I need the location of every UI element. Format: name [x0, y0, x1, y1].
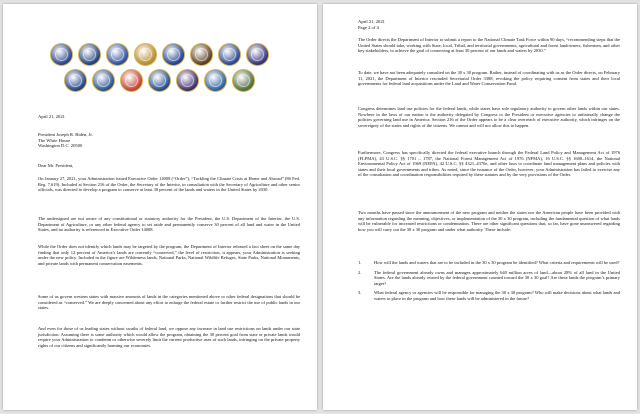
question-text: How will the lands and waters that are to be included in the 30 x 30 program be identified? What criteria and requirements will be used?: [374, 260, 620, 265]
paragraph: While the Order does not identify which lands may be targeted by the program, the Department of Interior released a fact sheet on the same day finding that only 12 percent of America’s lands are currently “conserved,” the level of restriction, it appears, your Administration is seeking under the new policy. Included in the figure are Wilderness lands, National Parks, National Wildlife Refuges, State Parks, National Monuments, and private lands with permanent conservation easements.: [38, 244, 300, 266]
seal-5: [162, 43, 185, 66]
salutation: Dear Mr. President,: [38, 163, 74, 168]
paragraph: Furthermore, Congress has specifically directed the federal executive branch through the Federal Land Policy and Management Act of 1976 (FLPMA), 43 U.S.C. §§ 1701 – 1787, the National Forest Management Act of 1976 (NFMA), 16 U.S.C. §§ 1600–1614, the National Environmental Policy Act of 1969 (NEPA), 42 U.S.C. §§ 4321–4370e, and other laws to coordinate land management plans and policies with states and their local governments and tribes. As noted, since the issuance of the Order, however, your Administration has failed to exercise any of the consultation and coordination responsibilities required by these statutes and by the very provisions of the Order.: [358, 150, 620, 177]
seal-2: [78, 43, 101, 66]
seal-9: [64, 69, 87, 92]
question-text: The federal government already owns and manages approximately 640 million acres of land—about 28% of all land in the United States. Are the lands already owned by the federal government counted toward the 30 x 30 goal? Are these lands the program’s primary target?: [374, 269, 620, 286]
paragraph: The Order directs the Department of Interior to submit a report to the National Climate Task Force within 90 days, “recommending steps that the United States should take, working with State, local, Tribal, and territorial governments, agricultural and forest landowners, fishermen, and other key stakeholders, to achieve the goal of conserving at least 30 percent of our lands and waters by 2030.”: [358, 37, 620, 53]
paragraph: Some of us govern western states with massive amounts of lands in the categories mentioned above or other federal designations that should be considered as “conserved.” We are deeply concerned about any effort to enlarge the federal estate or further restrict the use of public lands in our states.: [38, 294, 300, 310]
recipient-address: [38, 132, 93, 149]
seal-10: [92, 69, 115, 92]
address-line: President Joseph R. Biden, Jr.: [38, 132, 93, 137]
page-header: [358, 19, 385, 30]
list-item: [358, 270, 620, 287]
seal-8: [246, 43, 269, 66]
address-line: Washington D.C. 20500: [38, 143, 83, 149]
letter-date: April 21, 2021: [38, 114, 65, 119]
page-number: Page 2 of 4: [358, 24, 379, 30]
seal-row: [50, 43, 275, 66]
seal-13: [176, 69, 199, 92]
header-date: April 21, 2021: [358, 19, 385, 24]
seal-1: [50, 43, 73, 66]
state-seals: [50, 43, 275, 95]
paragraph: Congress determines land use policies for the federal lands, while states have sole regulatory authority to govern other lands within our states. Nowhere in the laws of our nation is the authority delegated by Congress to the President or executive agencies to unilaterally change the policies governing land use in America. Section 216 of the Order appears to be a clear overreach of executive authority, which infringes on the sovereignty of the states and rights of the citizens. We cannot and will not allow this to happen.: [358, 106, 620, 128]
paragraph: Two months have passed since the announcement of the new program and neither the states nor the American people have been provided with any information regarding the meaning, objectives, or implementation of the 30 x 30 program, including the fundamental question of what lands will be vulnerable for increased restrictions or condemnation. There are other significant questions that, so far, have gone unanswered regarding how you will carry out the 30 x 30 program and under what authority. These include:: [358, 210, 620, 232]
seal-3: [106, 43, 129, 66]
list-item: [358, 290, 620, 301]
seal-6: [190, 43, 213, 66]
question-number: 1.: [358, 260, 362, 265]
address-line: The White House: [38, 137, 71, 143]
seal-12: [148, 69, 171, 92]
seal-4: [134, 43, 157, 66]
letter-page-2: [323, 4, 637, 410]
seal-11: [120, 69, 143, 92]
question-text: What federal agency or agencies will be responsible for managing the 30 x 30 program? Who will make decisions about what lands and waters to place in the program and how these lands will be administered in the future?: [374, 290, 620, 301]
paragraph: And even for those of us leading states without swaths of federal land, we oppose any increase in land use restrictions on lands under our state jurisdiction. Assuming there is some authority which would allow the program, obtaining the 30 percent goal from state or private lands would require your Administration to condemn or otherwise severely limit the current productive uses of such lands, infringing on the private property rights of our citizens and significantly harming our economies.: [38, 326, 300, 348]
seal-15: [232, 69, 255, 92]
seal-7: [218, 43, 241, 66]
question-list: [358, 260, 620, 305]
paragraph: The undersigned are not aware of any constitutional or statutory authority for the President, the U.S. Department of the Interior, the U.S. Department of Agriculture, or any other federal agency to set aside and permanently conserve 30 percent of all land and water in the United States, and no authority is referenced in Executive Order 14008.: [38, 216, 300, 232]
list-item: [358, 260, 620, 266]
question-number: 2.: [358, 269, 362, 275]
seal-row: [50, 69, 275, 92]
paragraph: On January 27, 2021, your Administration issued Executive Order 14008 (“Order”), “Tackling the Climate Crisis at Home and Abroad” (86 Fed. Reg. 7,619). Included at Section 216 of the Order, the Secretary of the Interior, in consultation with the Secretary of Agriculture and other senior officials, was directed to develop a program to conserve at least 30 percent of the lands and waters in the United States by 2030.: [38, 176, 300, 192]
paragraph: To date, we have not been adequately consulted on the 30 x 30 program. Rather, instead of coordinating with us as the Order directs, on February 11, 2021, the Department of Interior rescinded Secretarial Order 3388, revoking the policy requiring consent from states and their local governments for federal land acquisitions under the Land and Water Conservation Fund.: [358, 70, 620, 86]
question-number: 3.: [358, 290, 362, 295]
seal-14: [204, 69, 227, 92]
letter-page-1: [3, 4, 317, 410]
